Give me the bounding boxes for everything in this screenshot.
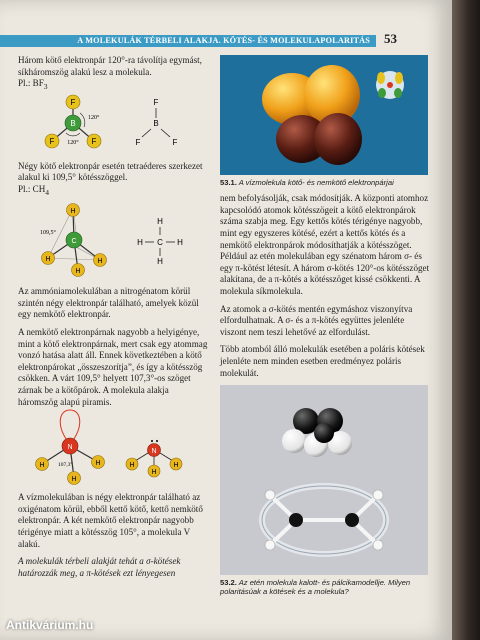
paragraph-lone-pair: A nemkötő elektronpárnak nagyobb a helyigénye, mint a kötő elektronpárnak, mert csak egy atommag vonzó hatása alatt áll. Ennek következtében a kötő elektronpárokat „összeszorítja”, és így a kötésszög csökken. A várt 109,5° helyett 107,3°-os szöget zárnak be a kötőpárok. A molekula alakja háromszög alapú piramis.: [18, 326, 208, 407]
svg-text:H: H: [157, 217, 163, 227]
paragraph-rotation: Az atomok a σ-kötés mentén egymáshoz viszonyítva elfordulhatnak. A σ- és a π-kötés együttes jelenléte viszont nem teszi lehetővé az elfordulást.: [220, 303, 413, 337]
svg-text:H: H: [157, 257, 163, 267]
electron-pair-lobe-red: [314, 113, 362, 165]
ch4-structural-formula: [137, 217, 183, 266]
watermark-text: Antikvárium.hu: [6, 618, 94, 632]
paragraph-ammonia: Az ammóniamolekulában a nitrogénatom körül szintén négy elektronpár található, amelyek közül egy nemkötő elektronpár.: [18, 286, 199, 320]
inset-diagram: [376, 71, 404, 99]
svg-text:F: F: [153, 97, 159, 107]
bf3-diagram: [18, 93, 208, 155]
svg-text:F: F: [172, 137, 178, 147]
water-model-illustration: [220, 55, 428, 175]
svg-text:B: B: [153, 118, 159, 128]
svg-text:H: H: [95, 460, 101, 468]
space-filling-model: [282, 408, 352, 457]
svg-text:H: H: [137, 238, 143, 248]
svg-text:C: C: [157, 238, 163, 248]
paragraph-trigonal: Három kötő elektronpár 120°-ra távolítja egymást, síkháromszög alakú lesz a molekula.: [18, 55, 202, 77]
svg-text:N: N: [151, 448, 157, 456]
paragraph-sigma-bonds: A molekulák térbeli alakját tehát a σ-kötések határozzák meg, a π-kötések ezt lényegesen: [18, 556, 181, 578]
left-column: [18, 55, 210, 579]
svg-text:109,5°: 109,5°: [40, 230, 56, 237]
paragraph-water: A vízmolekulában is négy elektronpár található az oxigénatom körül, ebből kettő kötő, kettő nemkötő elektronpár. A két nemkötő elektronpár nagyobb térigénye miatt a kötésszög 105°, a molekula V alakú.: [18, 492, 203, 549]
svg-text:H: H: [177, 238, 183, 248]
chapter-title: A MOLEKULÁK TÉRBELI ALAKJA. KÖTÉS- ÉS MOLEKULAPOLARITÁS: [0, 35, 376, 47]
ch4-diagram: [18, 198, 208, 280]
svg-text:H: H: [70, 208, 76, 216]
svg-text:B: B: [70, 118, 76, 128]
water-model-photo: [220, 55, 428, 175]
paragraph-bond-angles: nem befolyásolják, csak módosítják. A központi atomhoz kapcsolódó atomok kötésszögeit a kötő elektronpárok száma szabja meg. Egy kettős kötés térigénye nagyobb, mint egy egyszeres kötésé, ezért a kettős kötés és a nemkötő elektronpárok módosíthatják a kötésszöget. Például az etén molekulában egy szénatom három σ- és egy π-kötést létesít. A három σ-kötés 120°-os kötésszöget alakítana, de a π-kötés a kötésszöget kissé csökkenti. A molekula síkmolekula.: [220, 193, 430, 296]
example-bf3-label: Pl.: $BF_3$: [18, 78, 48, 91]
figure-53-2-caption: 53.2. Az etén molekula kalott- és pálcikamodellje. Milyen polaritásúak a kötések és a molekula?: [220, 578, 411, 597]
svg-text:F: F: [91, 136, 97, 146]
nh3-diagram: [18, 408, 208, 486]
svg-text:H: H: [97, 258, 103, 266]
paragraph-tetrahedral: Négy kötő elektronpár esetén tetraéderes szerkezet alakul ki 109,5° kötésszöggel.: [18, 160, 203, 183]
paragraph-polar-molecule: Több atomból álló molekulák esetében a poláris kötések jelenléte nem minden esetben eredményez poláris molekulát.: [220, 344, 425, 378]
svg-text:120°: 120°: [67, 139, 79, 146]
svg-text:120°: 120°: [88, 114, 100, 121]
page-number: 53: [384, 31, 397, 46]
page-edge: [452, 0, 480, 640]
nh3-structural-formula: [126, 440, 182, 477]
svg-text:F: F: [49, 136, 55, 146]
ethene-model-photo: [220, 385, 428, 575]
svg-text:N: N: [67, 444, 73, 452]
page-header: [0, 30, 446, 50]
svg-text:H: H: [71, 476, 77, 484]
ch4-ball-model: [40, 204, 107, 277]
svg-text:H: H: [39, 462, 45, 470]
bf3-ball-model: [45, 95, 101, 148]
figure-53-2: [220, 385, 430, 596]
svg-text:107,3°: 107,3°: [58, 462, 73, 469]
svg-text:H: H: [151, 469, 157, 477]
example-ch4-label: Pl.: $CH_4$: [18, 183, 50, 197]
bf3-structural-formula: [136, 98, 178, 147]
ball-and-stick-model: [262, 486, 386, 554]
figure-53-1-caption: 53.1. A vízmolekula kötő- és nemkötő elektronpárjai: [220, 178, 394, 187]
svg-text:H: H: [129, 462, 135, 470]
ethene-model-illustration: [220, 385, 428, 575]
nh3-ball-model: [36, 410, 105, 485]
svg-text:H: H: [173, 462, 179, 470]
svg-text:F: F: [70, 97, 76, 107]
figure-53-1: [220, 55, 430, 187]
svg-text:H: H: [75, 268, 81, 276]
svg-text:C: C: [71, 238, 77, 246]
right-column: [220, 55, 430, 597]
svg-text:H: H: [45, 256, 51, 264]
svg-text:F: F: [135, 137, 141, 147]
